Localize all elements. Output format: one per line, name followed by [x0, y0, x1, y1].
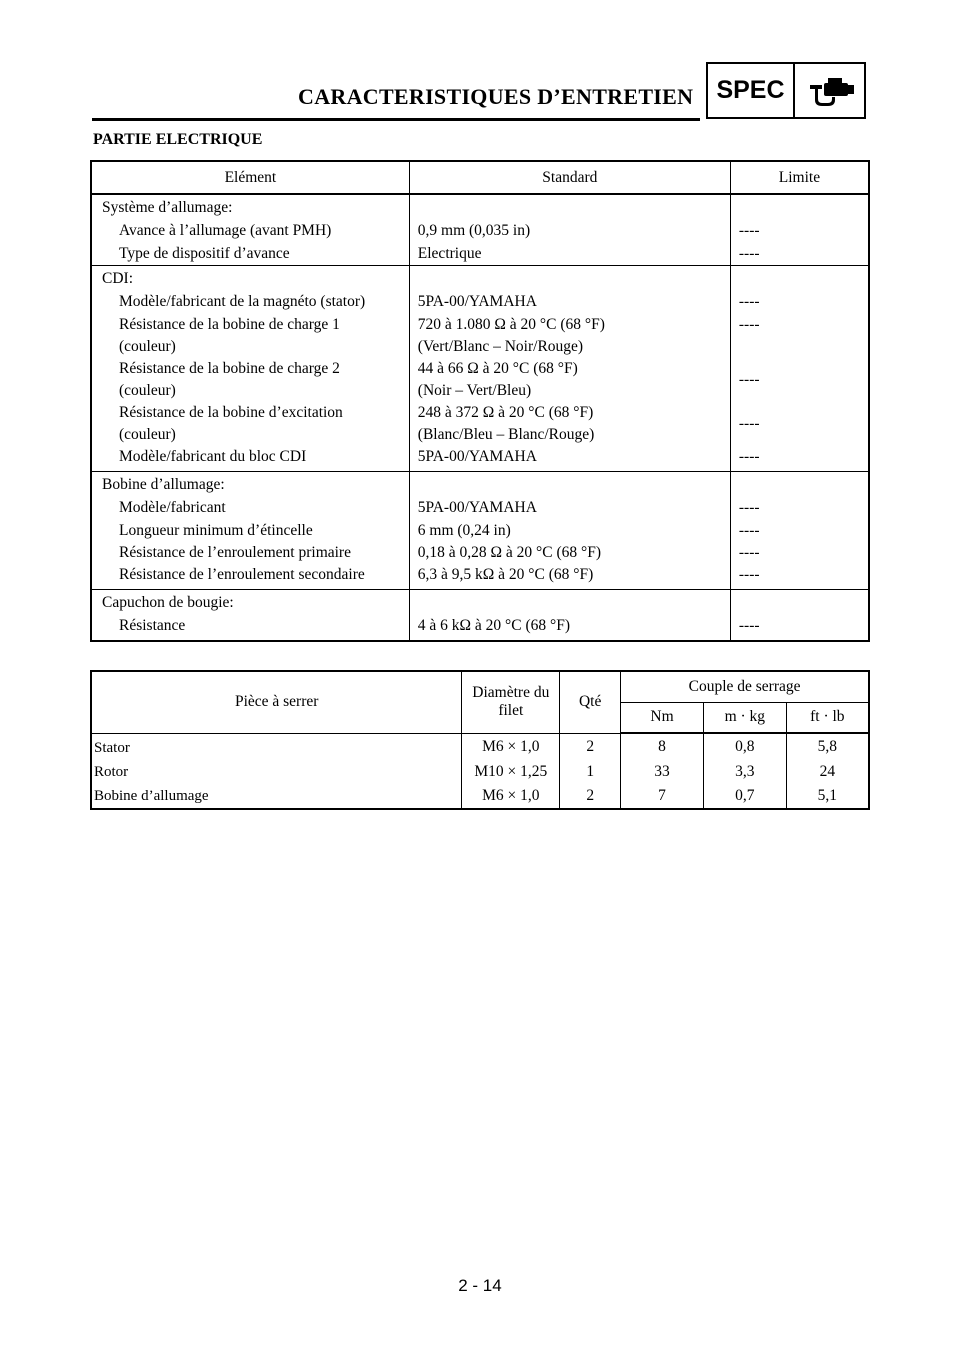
column-header-element: Elément	[91, 161, 409, 194]
group-label: Bobine d’allumage:	[91, 472, 409, 497]
limit-cell: ----	[730, 314, 869, 358]
qty-cell: 1	[560, 760, 621, 784]
limit-cell: ----	[730, 520, 869, 542]
tightening-torque-table	[90, 670, 870, 810]
table-row	[91, 314, 869, 358]
standard-cell: 6 mm (0,24 in)	[409, 520, 730, 542]
column-header-torque: Couple de serrage	[621, 671, 869, 702]
standard-cell: 4 à 6 kΩ à 20 °C (68 °F)	[409, 614, 730, 641]
column-header-limit: Limite	[730, 161, 869, 194]
table-row	[91, 290, 869, 314]
standard-cell: 0,9 mm (0,035 in)	[409, 219, 730, 243]
item-cell: Avance à l’allumage (avant PMH)	[119, 222, 332, 239]
limit-cell: ----	[730, 446, 869, 472]
standard-cell: Electrique	[409, 243, 730, 266]
group-label: Système d’allumage:	[91, 194, 409, 219]
group-label: Capuchon de bougie:	[91, 590, 409, 615]
mkg-cell: 0,7	[703, 784, 786, 809]
group-label: CDI:	[91, 266, 409, 291]
standard-cell: 0,18 à 0,28 Ω à 20 °C (68 °F)	[409, 542, 730, 564]
ftlb-cell: 5,1	[786, 784, 869, 809]
standard-cell: 5PA-00/YAMAHA	[409, 496, 730, 520]
item-cell: Résistance de la bobine de charge 2 (couleur)	[119, 360, 340, 399]
item-cell: Longueur minimum d’étincelle	[119, 522, 313, 539]
mkg-cell: 3,3	[703, 760, 786, 784]
mkg-cell: 0,8	[703, 733, 786, 760]
table-row	[91, 542, 869, 564]
group-header-row	[91, 266, 869, 291]
item-cell: Résistance de la bobine de charge 1 (couleur)	[119, 316, 340, 355]
thread-cell: M6 × 1,0	[462, 784, 560, 809]
standard-cell: 5PA-00/YAMAHA	[409, 290, 730, 314]
standard-cell: 720 à 1.080 Ω à 20 °C (68 °F) (Vert/Blanc – Noir/Rouge)	[409, 314, 730, 358]
qty-cell: 2	[560, 733, 621, 760]
standard-cell: 248 à 372 Ω à 20 °C (68 °F) (Blanc/Bleu – Blanc/Rouge)	[409, 402, 730, 446]
item-cell: Modèle/fabricant du bloc CDI	[119, 448, 307, 465]
nm-cell: 33	[621, 760, 704, 784]
section-title: PARTIE ELECTRIQUE	[93, 131, 263, 148]
table-row	[91, 402, 869, 446]
group-header-row	[91, 590, 869, 615]
item-cell: Résistance de la bobine d’excitation (couleur)	[119, 404, 343, 443]
electrical-spec-table	[90, 160, 870, 642]
limit-cell: ----	[730, 402, 869, 446]
limit-cell: ----	[730, 290, 869, 314]
column-header-qty: Qté	[560, 671, 621, 733]
table-row	[91, 614, 869, 641]
table-row	[91, 243, 869, 266]
page-title: CARACTERISTIQUES D’ENTRETIEN	[298, 84, 694, 109]
part-cell: Rotor	[94, 763, 129, 780]
limit-cell: ----	[730, 243, 869, 266]
column-header-thread: Diamètre du filet	[462, 671, 560, 733]
limit-cell: ----	[730, 358, 869, 402]
item-cell: Type de dispositif d’avance	[119, 245, 290, 262]
column-header-nm: Nm	[621, 702, 704, 733]
table-row	[91, 358, 869, 402]
standard-cell: 6,3 à 9,5 kΩ à 20 °C (68 °F)	[409, 564, 730, 590]
table-row	[91, 446, 869, 472]
item-cell: Résistance de l’enroulement secondaire	[119, 566, 365, 583]
table-row	[91, 760, 869, 784]
table-row	[91, 564, 869, 590]
wrench-icon	[795, 64, 864, 117]
limit-cell: ----	[730, 542, 869, 564]
table-row	[91, 784, 869, 809]
thread-cell: M10 × 1,25	[462, 760, 560, 784]
page-number: 2 - 14	[458, 1276, 502, 1295]
part-cell: Bobine d’allumage	[94, 787, 209, 804]
column-header-mkg: m · kg	[703, 702, 786, 733]
item-cell: Résistance de l’enroulement primaire	[119, 544, 351, 561]
table-row	[91, 520, 869, 542]
spec-label: SPEC	[708, 64, 795, 117]
header-rule	[92, 118, 700, 121]
column-header-ftlb: ft · lb	[786, 702, 869, 733]
limit-cell: ----	[730, 219, 869, 243]
spec-badge	[706, 62, 866, 119]
item-cell: Modèle/fabricant de la magnéto (stator)	[119, 293, 366, 310]
qty-cell: 2	[560, 784, 621, 809]
ftlb-cell: 24	[786, 760, 869, 784]
table-row	[91, 496, 869, 520]
ftlb-cell: 5,8	[786, 733, 869, 760]
standard-cell: 5PA-00/YAMAHA	[409, 446, 730, 472]
nm-cell: 8	[621, 733, 704, 760]
thread-cell: M6 × 1,0	[462, 733, 560, 760]
column-header-part: Pièce à serrer	[91, 671, 462, 733]
group-header-row	[91, 194, 869, 219]
limit-cell: ----	[730, 614, 869, 641]
table-row	[91, 219, 869, 243]
table-row	[91, 733, 869, 760]
item-cell: Résistance	[119, 617, 186, 634]
part-cell: Stator	[94, 739, 130, 756]
column-header-standard: Standard	[409, 161, 730, 194]
standard-cell: 44 à 66 Ω à 20 °C (68 °F) (Noir – Vert/Bleu)	[409, 358, 730, 402]
item-cell: Modèle/fabricant	[119, 499, 226, 516]
nm-cell: 7	[621, 784, 704, 809]
limit-cell: ----	[730, 564, 869, 590]
group-header-row	[91, 472, 869, 497]
limit-cell: ----	[730, 496, 869, 520]
